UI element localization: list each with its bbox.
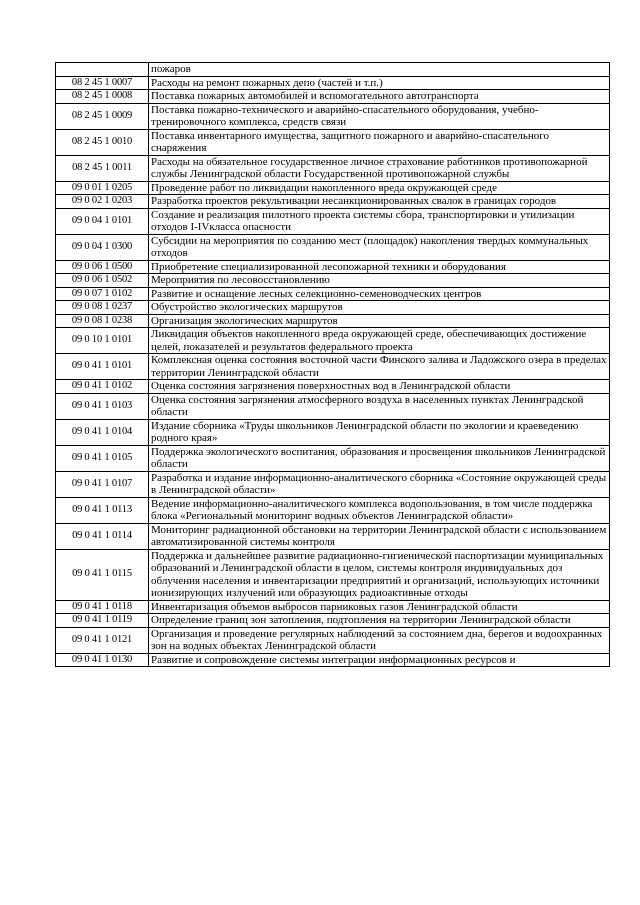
table-row	[56, 63, 610, 77]
row-description: Поставка инвентарного имущества, защитного пожарного и аварийно-спасательного снаряжения	[149, 129, 610, 155]
table-row	[56, 523, 610, 549]
table-row	[56, 234, 610, 260]
row-description: Мероприятия по лесовосстановлению	[149, 274, 610, 288]
row-description: Мониторинг радиационной обстановки на территории Ленинградской области с использованием автоматизированной системы контроля	[149, 523, 610, 549]
table-row	[56, 301, 610, 315]
row-description: Ведение информационно-аналитического комплекса водопользования, в том числе поддержка блока «Региональный мониторинг водных объектов Ленинградской области»	[149, 497, 610, 523]
table-row	[56, 354, 610, 380]
row-description: Инвентаризация объемов выбросов парниковых газов Ленинградской области	[149, 600, 610, 614]
table-row	[56, 614, 610, 628]
table-row	[56, 497, 610, 523]
table-row	[56, 195, 610, 209]
row-code: 09 0 06 1 0502	[56, 274, 149, 288]
row-code: 09 0 41 1 0113	[56, 497, 149, 523]
table-row	[56, 600, 610, 614]
row-code: 09 0 41 1 0114	[56, 523, 149, 549]
row-description: Оценка состояния загрязнения атмосферного воздуха в населенных пунктах Ленинградской области	[149, 393, 610, 419]
table-row	[56, 129, 610, 155]
row-code: 09 0 08 1 0237	[56, 301, 149, 315]
row-code: 08 2 45 1 0008	[56, 90, 149, 104]
table-row	[56, 103, 610, 129]
classification-table	[55, 62, 610, 667]
row-code: 09 0 41 1 0121	[56, 627, 149, 653]
row-description: Поставка пожарно-технического и аварийно-спасательного оборудования, учебно-тренировочного комплекса, средств связи	[149, 103, 610, 129]
row-code	[56, 63, 149, 77]
row-description: Организация и проведение регулярных наблюдений за состоянием дна, берегов и водоохранных зон на водных объектах Ленинградской области	[149, 627, 610, 653]
row-code: 08 2 45 1 0007	[56, 76, 149, 90]
table-row	[56, 393, 610, 419]
table-row	[56, 445, 610, 471]
row-code: 09 0 01 1 0205	[56, 181, 149, 195]
row-description: Расходы на обязательное государственное личное страхование работников противопожарной службы Ленинградской области Государственной противопожарной службы	[149, 155, 610, 181]
table-row	[56, 328, 610, 354]
row-description: Разработка и издание информационно-аналитического сборника «Состояние окружающей среды в Ленинградской области»	[149, 471, 610, 497]
table-row	[56, 208, 610, 234]
row-code: 08 2 45 1 0010	[56, 129, 149, 155]
row-description: Оценка состояния загрязнения поверхностных вод в Ленинградской области	[149, 380, 610, 394]
row-code: 09 0 06 1 0500	[56, 260, 149, 274]
table-row	[56, 76, 610, 90]
row-description: Создание и реализация пилотного проекта системы сбора, транспортировки и утилизации отходов I-IVкласса опасности	[149, 208, 610, 234]
row-code: 09 0 41 1 0115	[56, 549, 149, 600]
table-row	[56, 314, 610, 328]
row-code: 08 2 45 1 0011	[56, 155, 149, 181]
row-description: Разработка проектов рекультивации несанкционированных свалок в границах городов	[149, 195, 610, 209]
row-code: 09 0 04 1 0300	[56, 234, 149, 260]
row-code: 09 0 41 1 0104	[56, 419, 149, 445]
table-row	[56, 653, 610, 667]
row-code: 09 0 41 1 0103	[56, 393, 149, 419]
row-code: 09 0 41 1 0105	[56, 445, 149, 471]
row-description: Расходы на ремонт пожарных депо (частей и т.п.)	[149, 76, 610, 90]
row-description: Развитие и сопровождение системы интеграции информационных ресурсов и	[149, 653, 610, 667]
table-row	[56, 260, 610, 274]
row-description: Развитие и оснащение лесных селекционно-семеноводческих центров	[149, 287, 610, 301]
row-description: Определение границ зон затопления, подтопления на территории Ленинградской области	[149, 614, 610, 628]
row-description: Поставка пожарных автомобилей и вспомогательного автотранспорта	[149, 90, 610, 104]
table-row	[56, 380, 610, 394]
row-code: 09 0 10 1 0101	[56, 328, 149, 354]
table-row	[56, 549, 610, 600]
row-description: Поддержка и дальнейшее развитие радиационно-гигиенической паспортизации муниципальных образований и Ленинградской области в целом, системы контроля индивидуальных доз облучения населения и инвентаризации предприятий и организаций, использующих источники ионизирующих излучений или образующих радиоактивные отходы	[149, 549, 610, 600]
row-description: Ликвидация объектов накопленного вреда окружающей среде, обеспечивающих достижение целей, показателей и результатов федерального проекта	[149, 328, 610, 354]
table-row	[56, 287, 610, 301]
row-description: Субсидии на мероприятия по созданию мест (площадок) накопления твердых коммунальных отходов	[149, 234, 610, 260]
row-description: Обустройство экологических маршрутов	[149, 301, 610, 315]
row-code: 09 0 02 1 0203	[56, 195, 149, 209]
row-code: 08 2 45 1 0009	[56, 103, 149, 129]
row-code: 09 0 41 1 0130	[56, 653, 149, 667]
row-description: Приобретение специализированной лесопожарной техники и оборудования	[149, 260, 610, 274]
table-body	[56, 63, 610, 667]
row-code: 09 0 07 1 0102	[56, 287, 149, 301]
row-code: 09 0 41 1 0107	[56, 471, 149, 497]
table-row	[56, 627, 610, 653]
row-code: 09 0 08 1 0238	[56, 314, 149, 328]
table-row	[56, 471, 610, 497]
table-row	[56, 419, 610, 445]
row-description: Поддержка экологического воспитания, образования и просвещения школьников Ленинградской области	[149, 445, 610, 471]
row-description: пожаров	[149, 63, 610, 77]
row-code: 09 0 04 1 0101	[56, 208, 149, 234]
row-description: Проведение работ по ликвидации накопленного вреда окружающей среде	[149, 181, 610, 195]
row-code: 09 0 41 1 0102	[56, 380, 149, 394]
row-code: 09 0 41 1 0119	[56, 614, 149, 628]
row-description: Издание сборника «Труды школьников Ленинградской области по экологии и краеведению родного края»	[149, 419, 610, 445]
table-row	[56, 181, 610, 195]
row-description: Организация экологических маршрутов	[149, 314, 610, 328]
table-row	[56, 155, 610, 181]
table-row	[56, 90, 610, 104]
row-code: 09 0 41 1 0118	[56, 600, 149, 614]
row-description: Комплексная оценка состояния восточной части Финского залива и Ладожского озера в пределах территории Ленинградской области	[149, 354, 610, 380]
row-code: 09 0 41 1 0101	[56, 354, 149, 380]
table-row	[56, 274, 610, 288]
